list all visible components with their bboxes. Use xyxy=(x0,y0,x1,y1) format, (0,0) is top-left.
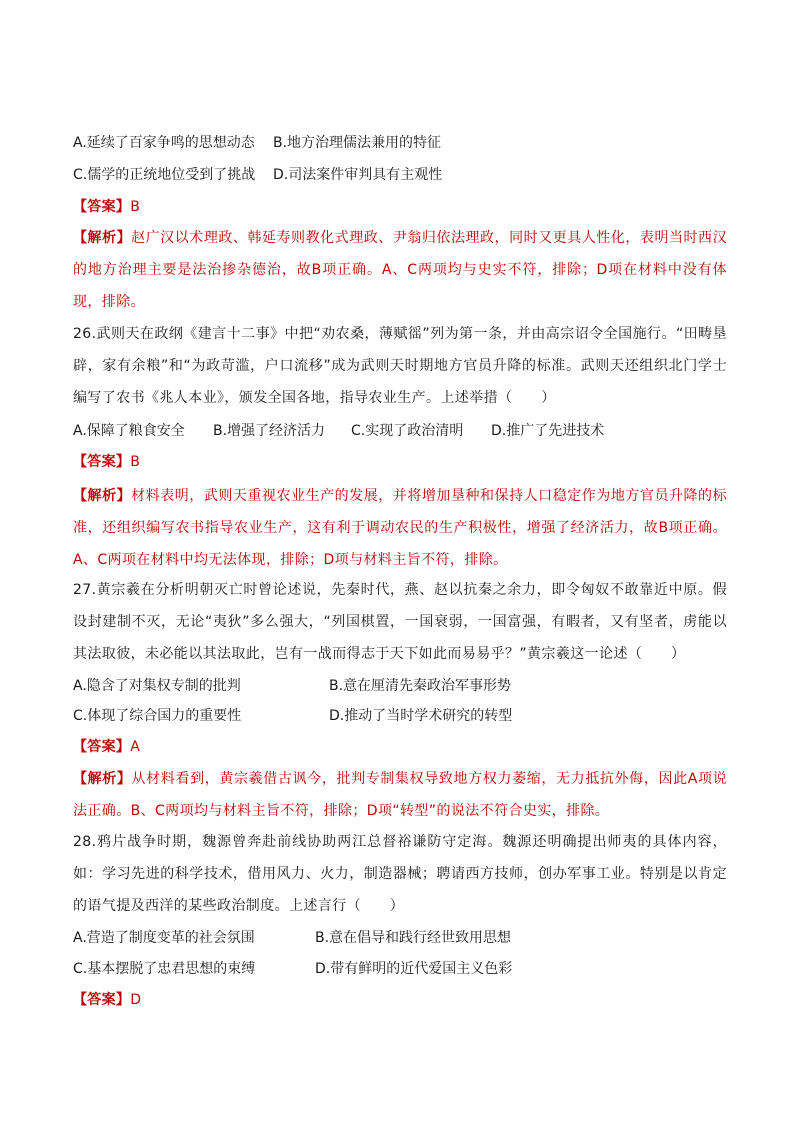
q27-option-d: D.推动了当时学术研究的转型 xyxy=(329,708,513,724)
q25-answer xyxy=(73,197,140,217)
q26-option-c: C.实现了政治清明 xyxy=(351,423,464,439)
answer-tag: 【答案】 xyxy=(73,199,131,215)
analysis-tag: 【解析】 xyxy=(73,230,132,246)
q28-answer xyxy=(73,990,141,1010)
q27-answer xyxy=(73,737,140,757)
answer-tag: 【答案】 xyxy=(73,739,131,755)
answer-value: B xyxy=(130,454,141,470)
q28-option-a: A.营造了制度变革的社会氛围 xyxy=(73,930,255,946)
answer-tag: 【答案】 xyxy=(73,454,131,470)
answer-value: A xyxy=(130,739,141,755)
q27-option-c: C.体现了综合国力的重要性 xyxy=(73,708,242,724)
q28-option-d: D.带有鲜明的近代爱国主义色彩 xyxy=(315,961,513,977)
q26-option-d: D.推广了先进技术 xyxy=(491,423,605,439)
q25-option-a: A.延续了百家争鸣的思想动态 xyxy=(73,135,255,151)
analysis-tag: 【解析】 xyxy=(73,771,132,787)
q27-option-a: A.隐含了对集权专制的批判 xyxy=(73,678,241,694)
q25-option-d: D.司法案件审判具有主观性 xyxy=(273,167,443,183)
answer-value: D xyxy=(130,992,142,1008)
q26-answer xyxy=(73,452,140,472)
q27-stem: 27.黄宗羲在分析明朝灭亡时曾论述说，先秦时代，燕、赵以抗秦之余力，即令匈奴不敢靠近中原。假设封建制不灭，无论“夷狄”多么强大，“列国棋置，一国衰弱，一国富强，有暇者，又有坚者，虏能以其法取彼，未必能以其法取此，岂有一战而得志于天下如此而易易乎？”黄宗羲这一论述（ ） xyxy=(73,582,727,662)
q28-option-b: B.意在倡导和践行经世致用思想 xyxy=(315,930,512,946)
q26-stem: 26.武则天在政纲《建言十二事》中把“劝农桑，薄赋徭”列为第一条，并由高宗诏令全国施行。“田畴垦辟，家有余粮”和“为政苛滥，户口流移”成为武则天时期地方官员升降的标准。武则天还组织北门学士编写了农书《兆人本业》，颁发全国各地，指导农业生产。上述举措（ ） xyxy=(73,326,727,406)
q26-option-b: B.增强了经济活力 xyxy=(213,423,326,439)
answer-value: B xyxy=(130,199,141,215)
q26-analysis xyxy=(73,480,727,576)
analysis-tag: 【解析】 xyxy=(73,488,132,504)
q25-option-c: C.儒学的正统地位受到了挑战 xyxy=(73,167,256,183)
q25-option-b: B.地方治理儒法兼用的特征 xyxy=(273,135,442,151)
analysis-text: 材料表明，武则天重视农业生产的发展，并将增加垦种和保持人口稳定作为地方官员升降的标准，还组织编写农书指导农业生产，这有利于调动农民的生产积极性，增强了经济活力，故B项正确。A、C两项在材料中均无法体现，排除；D项与材料主旨不符，排除。 xyxy=(73,488,727,568)
q28-stem: 28.鸦片战争时期，魏源曾奔赴前线协助两江总督裕谦防守定海。魏源还明确提出师夷的具体内容，如：学习先进的科学技术，借用风力、火力，制造器械；聘请西方技师，创办军事工业。特别是以肯定的语气提及西洋的某些政治制度。上述言行（ ） xyxy=(73,834,727,914)
q25-analysis xyxy=(73,222,727,318)
analysis-text: 赵广汉以术理政、韩延寿则教化式理政、尹翁归依法理政，同时又更具人性化，表明当时西汉的地方治理主要是法治掺杂德治，故B项正确。A、C两项均与史实不符，排除；D项在材料中没有体现，排除。 xyxy=(73,230,727,310)
q27-analysis xyxy=(73,763,727,827)
answer-tag: 【答案】 xyxy=(73,992,131,1008)
q28-option-c: C.基本摆脱了忠君思想的束缚 xyxy=(73,961,256,977)
q26-option-a: A.保障了粮食安全 xyxy=(73,423,185,439)
analysis-text: 从材料看到，黄宗羲借古讽今，批判专制集权导致地方权力萎缩，无力抵抗外侮，因此A项说法正确。B、C两项均与材料主旨不符，排除；D项“转型”的说法不符合史实，排除。 xyxy=(73,771,727,819)
q27-option-b: B.意在厘清先秦政治军事形势 xyxy=(329,678,512,694)
